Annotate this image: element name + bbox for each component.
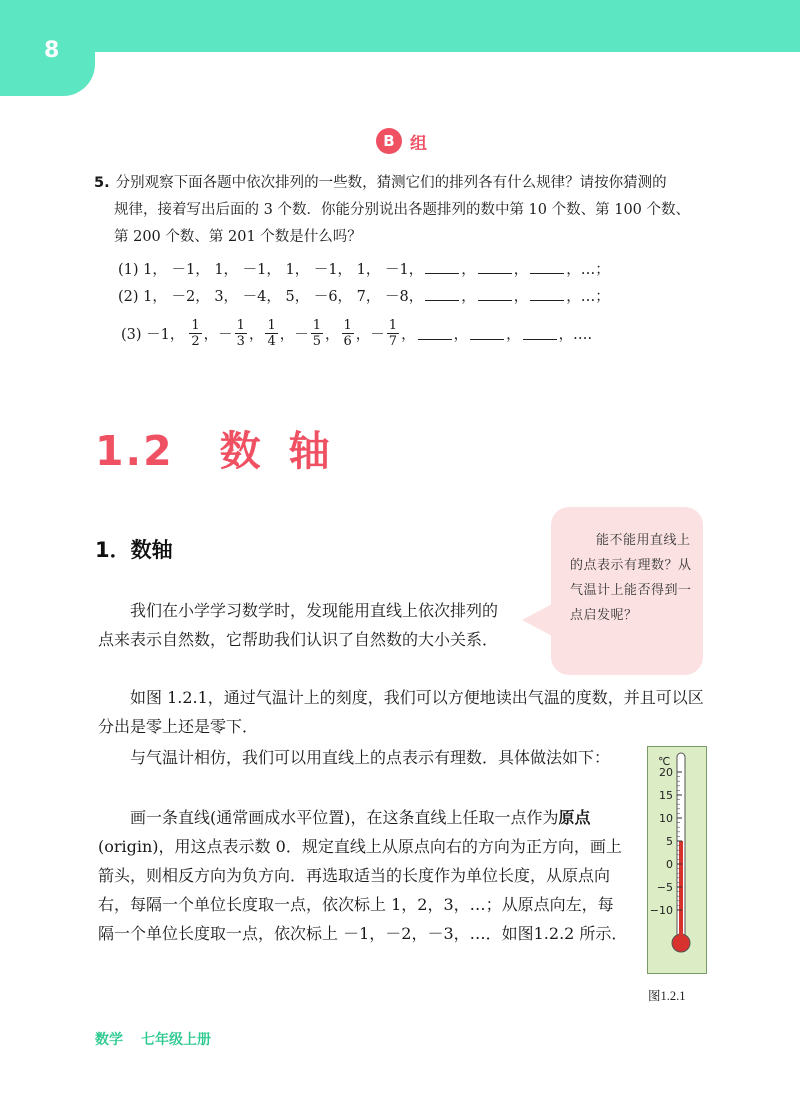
section-title — [95, 418, 358, 477]
fraction-numerator: 1 — [388, 317, 398, 333]
thought-bubble-tail — [522, 604, 552, 636]
fraction — [235, 318, 247, 349]
fraction-numerator: 1 — [267, 317, 276, 333]
sequence-3-prefix: (3) －1， — [121, 326, 185, 343]
fraction — [265, 318, 277, 349]
fraction — [189, 318, 201, 349]
sequence-term — [370, 318, 415, 349]
thermometer-tick-label: −5 — [656, 881, 673, 894]
footer — [95, 1029, 211, 1049]
paragraph-1: 我们在小学学习数学时，发现能用直线上依次排列的点来表示自然数，它帮助我们认识了自然数的大小关系． — [98, 601, 499, 649]
answer-blank — [425, 261, 459, 274]
fraction-list — [187, 318, 415, 349]
sequence-term — [187, 318, 218, 349]
separator: ， — [461, 289, 476, 305]
answer-blank — [470, 327, 504, 340]
fraction-denominator: 7 — [388, 333, 398, 349]
fraction-denominator: 4 — [267, 333, 276, 349]
sequence-term — [294, 318, 339, 349]
fraction-numerator: 1 — [236, 317, 245, 333]
separator: ， — [461, 262, 476, 278]
page-number: 8 — [44, 38, 60, 63]
problem-5 — [94, 170, 714, 251]
footer-grade: 七年级上册 — [141, 1032, 211, 1048]
figure-caption: 图1.2.1 — [648, 989, 686, 1003]
thermometer-tick-label: 5 — [666, 835, 673, 848]
sequence-ending: ，…； — [566, 262, 610, 278]
footer-subject: 数学 — [95, 1032, 123, 1048]
separator: ， — [506, 326, 521, 343]
sequence-ending: ，…； — [566, 289, 610, 305]
thermometer-tick-label: −10 — [649, 904, 673, 917]
paragraph-3: 与气温计相仿，我们可以用直线上的点表示有理数．具体做法如下： — [130, 748, 611, 767]
group-badge: B — [376, 128, 402, 154]
problem-line-3: 第 200 个数、第 201 个数是什么吗？ — [114, 229, 362, 245]
fraction-numerator: 1 — [191, 317, 200, 333]
sequence-1 — [118, 258, 610, 279]
header-band — [0, 0, 800, 52]
sequence-1-text: (1) 1， －1， 1， －1， 1， －1， 1， －1， — [118, 262, 424, 278]
separator: ， — [401, 326, 416, 343]
separator: ， — [279, 326, 295, 343]
sequence-term — [340, 318, 371, 349]
fraction-denominator: 3 — [236, 333, 245, 349]
paragraph-4-rest: (origin)，用这点表示数 0．规定直线上从原点向右的方向为正方向，画上箭头，则相反方向为负方向．再选取适当的长度作为单位长度，从原点向右，每隔一个单位长度取一点，依次标上 1，2，3，…；从原点向左，每隔一个单位长度取一点，依次标上 －1，－2，－3，…．如图1.2.2 所示． — [98, 837, 628, 943]
answer-blank — [530, 261, 564, 274]
fraction-sign: － — [370, 326, 385, 343]
separator: ， — [453, 326, 469, 343]
sequence-term — [218, 318, 263, 349]
fraction — [387, 318, 399, 349]
separator: ， — [325, 326, 340, 343]
thermometer-unit: ℃ — [658, 755, 671, 768]
separator: ， — [513, 262, 529, 278]
fraction-denominator: 2 — [191, 333, 200, 349]
sequence-2 — [118, 285, 610, 306]
sequence-ending: ，…. — [558, 326, 593, 343]
thermometer-tick-label: 20 — [659, 766, 673, 779]
problem-line-1 — [94, 170, 714, 197]
thermometer-tick-label: 0 — [666, 858, 673, 871]
answer-blank — [425, 288, 459, 301]
answer-blank — [523, 327, 557, 340]
answer-blank — [418, 327, 452, 340]
thermometer-mercury — [679, 841, 683, 939]
answer-blank — [478, 261, 512, 274]
thought-bubble-text: 能不能用直线上的点表示有理数？从气温计上能否得到一点启发呢？ — [570, 533, 692, 623]
paragraph-4 — [98, 803, 628, 948]
fraction-sign: － — [218, 326, 233, 343]
fraction-denominator: 6 — [343, 333, 352, 349]
problem-line-2: 规律，接着写出后面的 3 个数．你能分别说出各题排列的数中第 10 个数、第 100 个数、 — [114, 202, 691, 218]
separator: ， — [248, 326, 264, 343]
fraction-denominator: 5 — [312, 333, 321, 349]
sequence-2-text: (2) 1， －2， 3， －4， 5， －6， 7， －8， — [118, 289, 424, 305]
subsection-title: 1．数轴 — [95, 538, 173, 562]
thermometer-tick-label: 10 — [659, 812, 673, 825]
separator: ， — [203, 326, 219, 343]
thermometer-tick-label: 15 — [659, 789, 673, 802]
answer-blank — [478, 288, 512, 301]
fraction — [342, 318, 354, 349]
term-origin: 原点 — [558, 808, 591, 827]
answer-blank — [530, 288, 564, 301]
separator: ， — [513, 289, 529, 305]
section-number: 1.2 — [95, 427, 174, 475]
sequence-term — [263, 318, 294, 349]
thermometer-figure — [647, 746, 707, 974]
problem-text-1: 分别观察下面各题中依次排列的一些数，猜测它们的排列各有什么规律？请按你猜测的 — [115, 175, 667, 191]
page-number-tab — [0, 0, 95, 96]
fraction-numerator: 1 — [343, 317, 352, 333]
fraction — [311, 318, 323, 349]
group-heading — [376, 128, 427, 154]
fraction-sign: － — [294, 326, 309, 343]
thermometer-graphic — [648, 747, 706, 973]
paragraph-4-start: 画一条直线(通常画成水平位置)，在这条直线上任取一点作为 — [130, 808, 559, 827]
paragraph-2: 如图 1.2.1，通过气温计上的刻度，我们可以方便地读出气温的度数，并且可以区分出是零上还是零下． — [98, 688, 704, 736]
fraction-numerator: 1 — [312, 317, 321, 333]
group-label: 组 — [410, 133, 427, 154]
separator: ， — [355, 326, 371, 343]
sequence-3 — [118, 311, 592, 355]
problem-number: 5. — [94, 175, 110, 191]
section-name: 数轴 — [219, 427, 358, 475]
